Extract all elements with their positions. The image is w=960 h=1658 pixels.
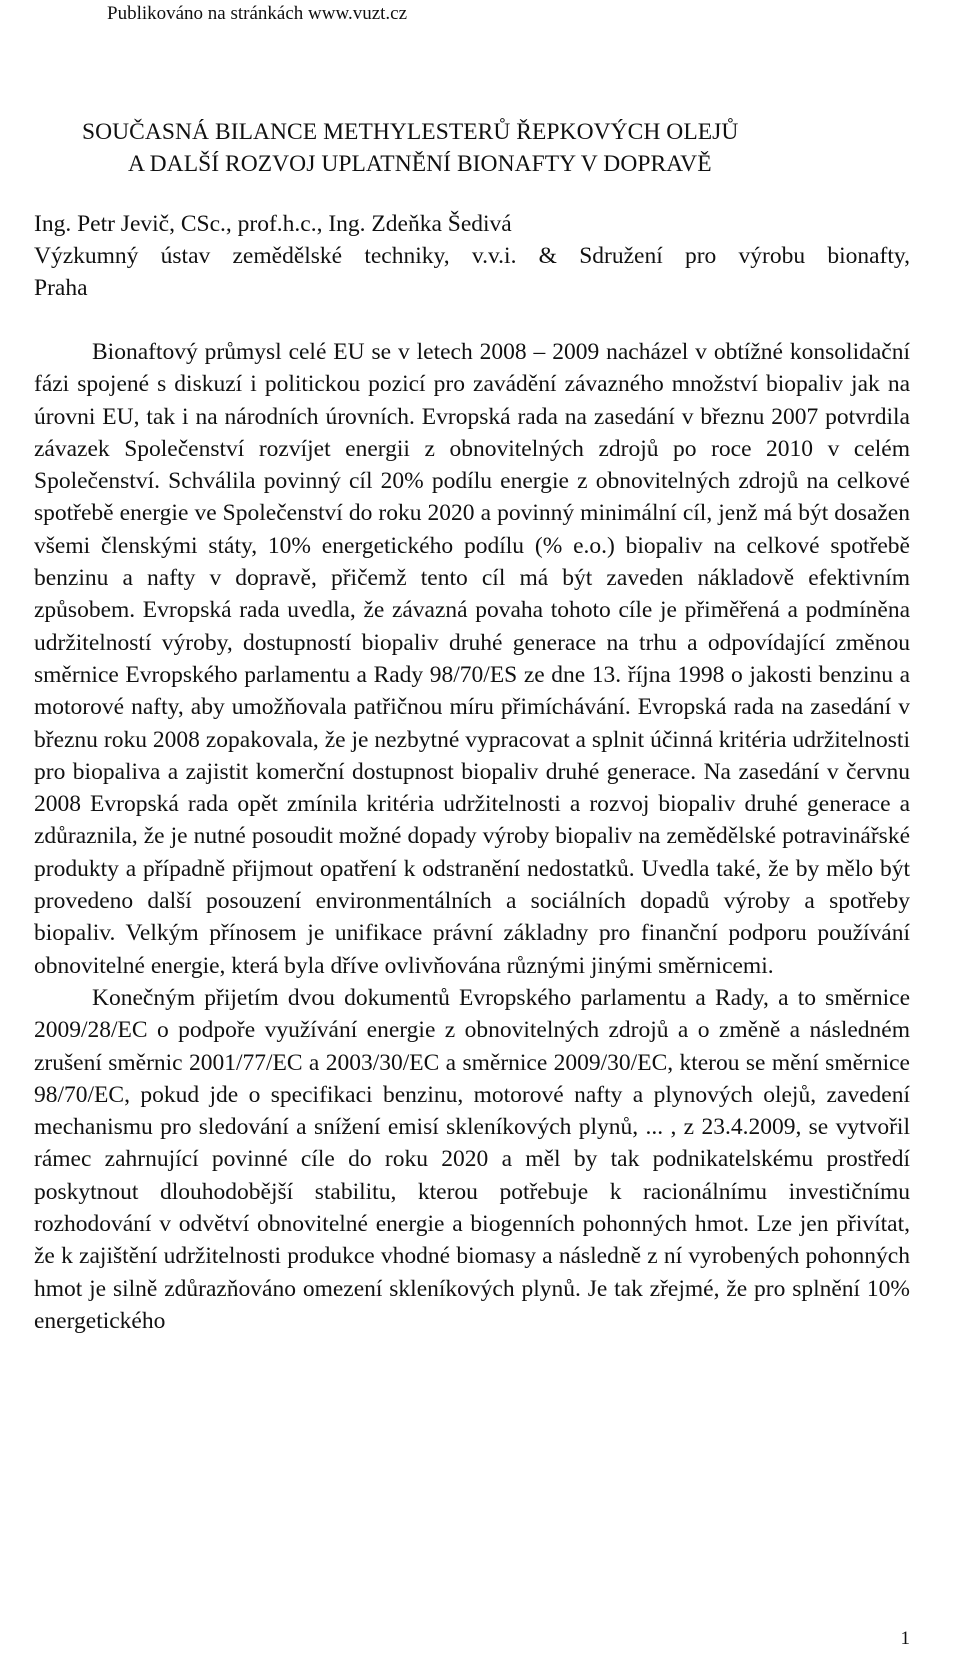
body-paragraph-2: Konečným přijetím dvou dokumentů Evropského parlamentu a Rady, a to směrnice 2009/28/EC o podpoře využívání energie z obnovitelných zdrojů a o změně a následném zrušení směrnic 2001/77/EC a 2003/30/EC a směrnice 2009/30/EC, kterou se mění směrnice 98/70/EC, pokud jde o specifikaci benzinu, motorové nafty a plynových olejů, zavedení mechanismu pro sledování a snížení emisí skleníkových plynů, ... , z 23.4.2009, se vytvořil rámec zahrnující povinné cíle do roku 2020 a měl by tak podnikatelskému prostředí poskytnout dlouhodobější stabilitu, kterou potřebuje k racionálnímu investičnímu rozhodování v odvětví obnovitelné energie a biogenních pohonných hmot. Lze jen přivítat, že k zajištění udržitelnosti produkce vhodné biomasy a následně z ní vyrobených pohonných hmot je silně zdůrazňováno omezení skleníkových plynů. Je tak zřejmé, že pro splnění 10% energetického bbox=[34, 984, 910, 1334]
title-line-2: A DALŠÍ ROZVOJ UPLATNĚNÍ BIONAFTY V DOPRAVĚ bbox=[128, 151, 712, 177]
author-affiliation-line-1: Výzkumný ústav zemědělské techniky, v.v.i. & Sdružení pro výrobu bionafty, bbox=[34, 243, 910, 269]
page-number: 1 bbox=[900, 1628, 910, 1649]
article-body bbox=[34, 336, 910, 1337]
title-line-1: SOUČASNÁ BILANCE METHYLESTERŮ ŘEPKOVÝCH OLEJŮ bbox=[82, 119, 739, 145]
document-title bbox=[46, 116, 914, 180]
body-paragraph-1: Bionaftový průmysl celé EU se v letech 2008 – 2009 nacházel v obtížné konsolidační fázi spojené s diskuzí i politickou pozicí pro zavádění závazného množství biopaliv jak na úrovni EU, tak i na národních úrovních. Evropská rada na zasedání v březnu 2007 potvrdila závazek Společenství rozvíjet energii z obnovitelných zdrojů po roce 2010 v celém Společenství. Schválila povinný cíl 20% podílu energie z obnovitelných zdrojů na celkové spotřebě energie ve Společenství do roku 2020 a povinný minimální cíl, jenž má být dosažen všemi členskými státy, 10% energetického podílu (% e.o.) biopaliv na celkové spotřebě benzinu a nafty v dopravě, přičemž tento cíl má být zaveden nákladově efektivním způsobem. Evropská rada uvedla, že závazná povaha tohoto cíle je přiměřená a podmíněna udržitelností výroby, dostupností biopaliv druhé generace na trhu a odpovídající změnou směrnice Evropského parlamentu a Rady 98/70/ES ze dne 13. října 1998 o jakosti benzinu a motorové nafty, aby umožňovala patřičnou míru přimíchávání. Evropská rada na zasedání v březnu roku 2008 zopakovala, že je nezbytné vypracovat a splnit účinná kritéria udržitelnosti pro biopaliva a zajistit komerční dostupnost biopaliv druhé generace. Na zasedání v červnu 2008 Evropská rada opět zmínila kritéria udržitelnosti a rozvoj biopaliv druhé generace a zdůraznila, že je nutné posoudit možné dopady výroby biopaliv na zemědělské potravinářské produkty a případně přijmout opatření k odstranění nedostatků. Uvedla také, že by mělo být provedeno další posouzení environmentálních a sociálních dopadů výroby a spotřeby biopaliv. Velkým přínosem je unifikace právní základny pro finanční podporu používání obnovitelné energie, která byla dříve ovlivňována různými jinými směrnicemi. bbox=[34, 339, 910, 979]
authors-block bbox=[34, 208, 910, 304]
author-affiliation-line-2: Praha bbox=[34, 275, 88, 301]
author-names: Ing. Petr Jevič, CSc., prof.h.c., Ing. Zdeňka Šedivá bbox=[34, 211, 512, 237]
publication-note: Publikováno na stránkách www.vuzt.cz bbox=[107, 3, 408, 24]
